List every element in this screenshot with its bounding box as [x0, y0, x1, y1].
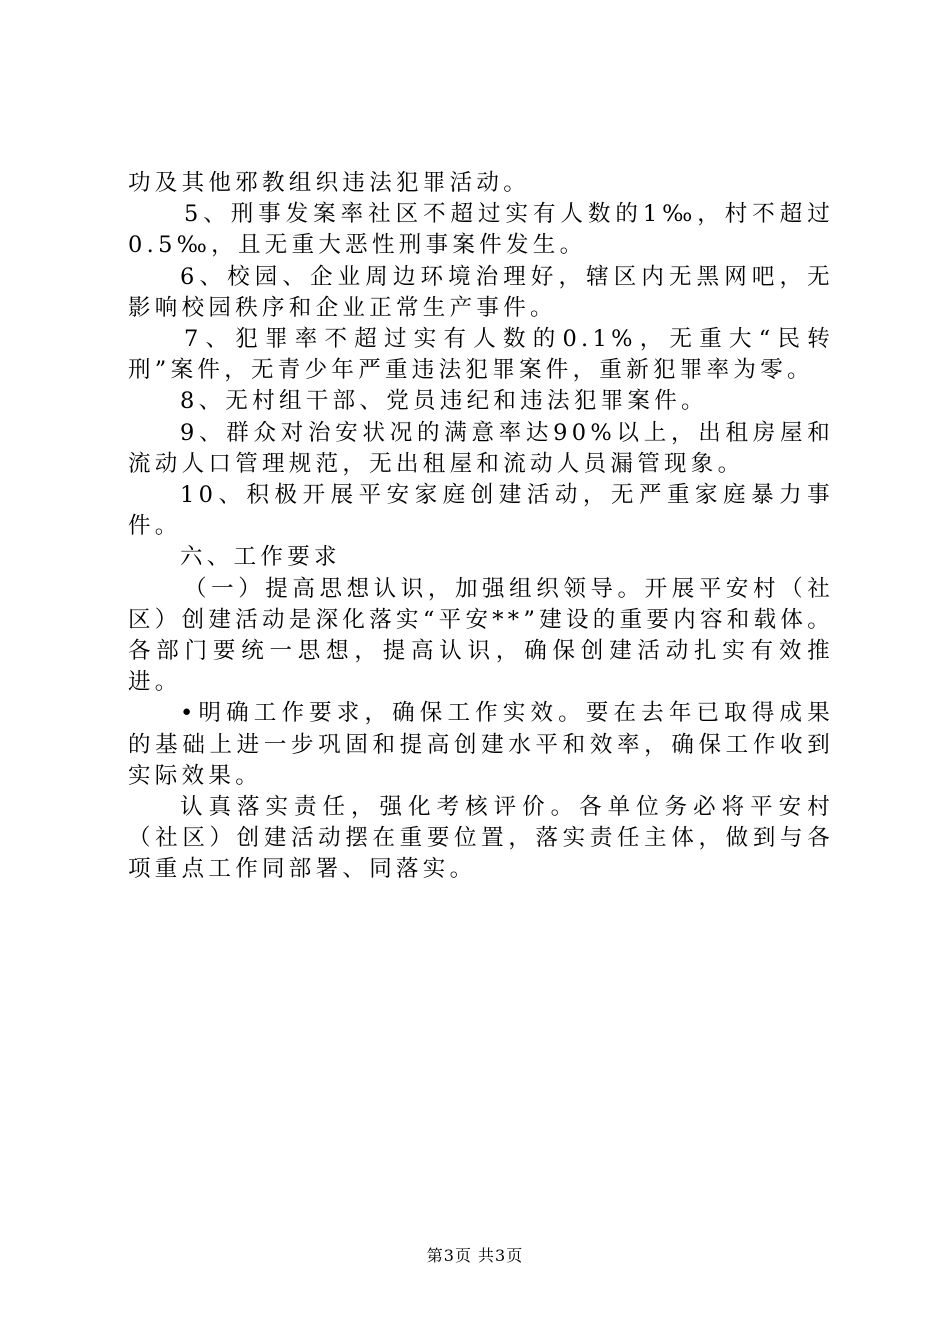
paragraph-item-8: 8、无村组干部、党员违纪和违法犯罪案件。 [180, 388, 708, 415]
paragraph-item-10: 10、积极开展平安家庭创建活动，无严重家庭暴力事件。 [128, 482, 834, 540]
page-number-footer: 第3页 共3页 [426, 1246, 524, 1265]
paragraph-item-5: 5、刑事发案率社区不超过实有人数的1‰，村不超过0.5‰，且无重大恶性刑事案件发生。 [128, 201, 834, 259]
paragraph-item-7: 7、犯罪率不超过实有人数的0.1%，无重大“民转刑”案件，无青少年严重违法犯罪案件，重新犯罪率为零。 [128, 326, 834, 384]
paragraph-item-9: 9、群众对治安状况的满意率达90%以上，出租房屋和流动人口管理规范，无出租屋和流动人员漏管现象。 [128, 419, 834, 477]
paragraph-item-6: 6、校园、企业周边环境治理好，辖区内无黑网吧，无影响校园秩序和企业正常生产事件。 [128, 263, 834, 321]
paragraph-requirement-3: 认真落实责任，强化考核评价。各单位务必将平安村（社区）创建活动摆在重要位置，落实责任主体，做到与各项重点工作同部署、同落实。 [128, 794, 834, 883]
section-heading-work-requirements: 六、工作要求 [180, 544, 341, 571]
paragraph-requirement-1: （一）提高思想认识，加强组织领导。开展平安村（社区）创建活动是深化落实“平安**”建设的重要内容和载体。各部门要统一思想，提高认识，确保创建活动扎实有效推进。 [128, 575, 834, 696]
document-body [128, 168, 834, 886]
paragraph-requirement-2: •明确工作要求，确保工作实效。要在去年已取得成果的基础上进一步巩固和提高创建水平和效率，确保工作收到实际效果。 [128, 700, 834, 789]
paragraph-continuation: 功及其他邪教组织违法犯罪活动。 [128, 170, 531, 196]
